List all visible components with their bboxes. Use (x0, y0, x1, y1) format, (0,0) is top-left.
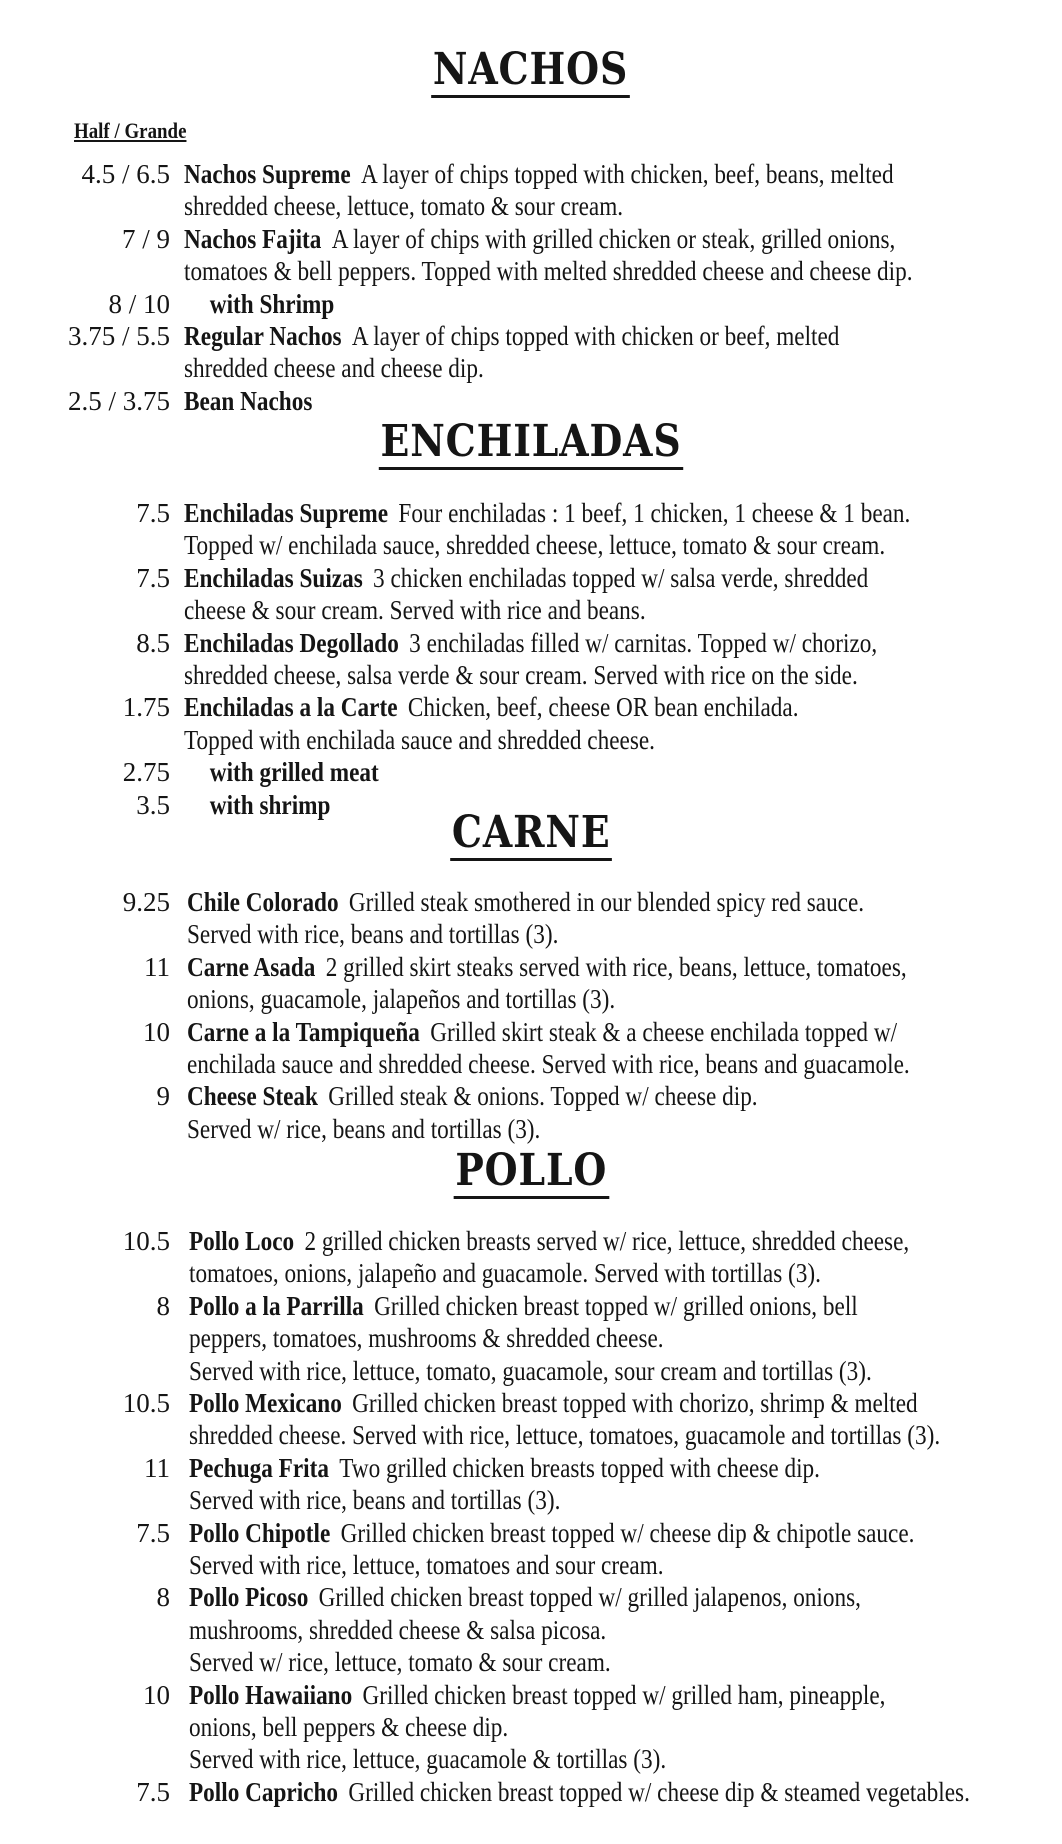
item-description: Grilled steak smothered in our blended spicy red sauce. (348, 887, 865, 917)
item-variant: with grilled meat (209, 757, 379, 788)
menu-item (0, 385, 1062, 417)
item-description-continued (0, 1614, 1062, 1646)
item-description: Four enchiladas : 1 beef, 1 chicken, 1 cheese & 1 bean. (398, 498, 911, 528)
item-price: 9.25 (122, 887, 170, 917)
item-description: 2 grilled skirt steaks served with rice, beans, lettuce, tomatoes, (325, 951, 907, 982)
item-line (187, 951, 907, 983)
item-variant: with Shrimp (209, 288, 335, 319)
item-price: 8 (156, 1582, 170, 1613)
item-name: Cheese Steak (187, 1081, 318, 1112)
item-line (189, 1679, 885, 1711)
item-line (189, 1225, 909, 1257)
item-name: Pechuga Frita (189, 1452, 329, 1483)
item-description-line: cheese & sour cream. Served with rice and beans. (184, 595, 646, 626)
item-price: 3.5 (136, 789, 170, 820)
item-price: 4.5 / 6.5 (81, 159, 170, 189)
item-description: Grilled chicken breast topped w/ grilled jalapenos, onions, (318, 1582, 861, 1613)
item-description: Grilled steak & onions. Topped w/ cheese dip. (328, 1081, 758, 1112)
item-description-line: enchilada sauce and shredded cheese. Served with rice, beans and guacamole. (187, 1049, 910, 1079)
nachos-subheading: Half / Grande (74, 118, 187, 143)
item-description: Grilled chicken breast topped w/ grilled onions, bell (374, 1290, 858, 1321)
item-description: Grilled chicken breast topped w/ grilled ham, pineapple, (362, 1679, 886, 1710)
menu-item (0, 951, 1062, 983)
item-description-continued (0, 659, 1062, 691)
item-description: Chicken, beef, cheese OR bean enchilada. (407, 692, 799, 723)
item-description: 2 grilled chicken breasts served w/ rice, lettuce, shredded cheese, (304, 1226, 910, 1256)
item-description-continued (0, 352, 1062, 384)
item-price: 11 (144, 951, 170, 982)
item-name: Pollo Loco (189, 1226, 295, 1256)
menu-item (0, 1581, 1062, 1613)
menu-item (0, 1517, 1062, 1549)
item-line (189, 1517, 914, 1549)
menu-item (0, 562, 1062, 594)
item-description-continued (0, 1257, 1062, 1289)
nachos-title-text: NACHOS (432, 45, 631, 98)
item-description: 3 enchiladas filled w/ carnitas. Topped w/ chorizo, (409, 627, 878, 658)
menu-item (0, 756, 1062, 788)
item-line (189, 1776, 970, 1808)
item-description-continued (0, 1484, 1062, 1516)
item-description-line: shredded cheese. Served with rice, lettuce, tomatoes, guacamole and tortillas (3). (189, 1420, 941, 1451)
item-price: 9 (156, 1081, 170, 1112)
item-price: 1.75 (122, 692, 170, 723)
item-description-continued (0, 255, 1062, 287)
menu-item (0, 886, 1062, 918)
menu-item (0, 320, 1062, 352)
item-name: Bean Nachos (184, 385, 313, 416)
item-variant: with shrimp (209, 789, 331, 820)
item-name: Chile Colorado (187, 887, 339, 917)
pollo-title-text: POLLO (453, 1146, 608, 1199)
item-description-continued (0, 529, 1062, 561)
menu-item (0, 158, 1062, 190)
item-description-line: shredded cheese, lettuce, tomato & sour cream. (184, 191, 624, 222)
item-line (187, 1016, 897, 1048)
item-line (184, 497, 910, 529)
item-price: 10.5 (122, 1388, 170, 1418)
item-description-continued (0, 1419, 1062, 1451)
menu-item (0, 1290, 1062, 1322)
item-name: Enchiladas a la Carte (184, 692, 398, 723)
item-line (189, 1387, 918, 1419)
menu-item (0, 223, 1062, 255)
item-description-line: Served w/ rice, lettuce, tomato & sour cream. (189, 1647, 611, 1678)
item-description-line: Topped w/ enchilada sauce, shredded cheese, lettuce, tomato & sour cream. (184, 530, 886, 561)
item-price: 7.5 (136, 1517, 170, 1548)
item-description-line: Served with rice, lettuce, guacamole & tortillas (3). (189, 1744, 667, 1775)
menu-item (0, 1679, 1062, 1711)
item-price: 2.5 / 3.75 (67, 385, 170, 416)
item-price: 7.5 (136, 1776, 170, 1807)
item-price: 11 (144, 1452, 170, 1483)
pollo-section-title (0, 1146, 1062, 1199)
item-description-continued (0, 918, 1062, 950)
item-price: 10 (143, 1679, 170, 1710)
nachos-section-title (0, 45, 1062, 98)
item-description-continued (0, 724, 1062, 756)
menu-item (0, 1016, 1062, 1048)
item-description-line: onions, bell peppers & cheese dip. (189, 1712, 509, 1742)
item-price: 3.75 / 5.5 (67, 321, 170, 351)
item-description: A layer of chips topped with chicken or beef, melted (351, 321, 840, 351)
item-line (187, 1080, 758, 1112)
item-line (184, 385, 312, 417)
item-name: Enchiladas Degollado (184, 627, 399, 658)
item-description-continued (0, 1048, 1062, 1080)
item-line (184, 756, 379, 788)
item-description: Two grilled chicken breasts topped with cheese dip. (339, 1452, 820, 1483)
item-description-continued (0, 1322, 1062, 1354)
item-name: Regular Nachos (184, 321, 342, 351)
item-description-line: Served w/ rice, beans and tortillas (3). (187, 1113, 541, 1144)
menu-item (0, 1080, 1062, 1112)
item-description-line: Served with rice, lettuce, tomatoes and sour cream. (189, 1550, 664, 1580)
item-name: Nachos Supreme (184, 159, 351, 189)
item-description-continued (0, 594, 1062, 626)
item-description-line: mushrooms, shredded cheese & salsa picosa. (189, 1614, 607, 1645)
item-price: 7.5 (136, 562, 170, 593)
menu-item (0, 1225, 1062, 1257)
item-description-line: peppers, tomatoes, mushrooms & shredded cheese. (189, 1323, 664, 1354)
item-description-continued (0, 1711, 1062, 1743)
item-name: Carne a la Tampiqueña (187, 1016, 420, 1047)
item-description: Grilled skirt steak & a cheese enchilada topped w/ (430, 1016, 898, 1047)
item-price: 8 / 10 (108, 288, 170, 319)
menu-item (0, 1776, 1062, 1808)
item-description-line: onions, guacamole, jalapeños and tortillas (3). (187, 984, 616, 1015)
enchiladas-title-text: ENCHILADAS (379, 417, 684, 470)
item-name: Pollo a la Parrilla (189, 1290, 364, 1321)
item-description-line: Topped with enchilada sauce and shredded cheese. (184, 724, 655, 755)
item-line (184, 223, 895, 255)
item-line (184, 288, 334, 320)
item-description: A layer of chips with grilled chicken or steak, grilled onions, (331, 223, 896, 254)
item-description: Grilled chicken breast topped with chorizo, shrimp & melted (352, 1388, 918, 1418)
item-name: Pollo Hawaiiano (189, 1679, 353, 1710)
item-description-line: tomatoes, onions, jalapeño and guacamole. Served with tortillas (3). (189, 1258, 821, 1289)
item-line (184, 627, 877, 659)
item-line (184, 320, 839, 352)
item-name: Carne Asada (187, 951, 316, 982)
item-line (184, 562, 868, 594)
item-line (184, 691, 799, 723)
item-line (189, 1452, 820, 1484)
menu-item (0, 288, 1062, 320)
carne-title-text: CARNE (450, 808, 612, 861)
item-line (189, 1290, 858, 1322)
enchiladas-section-title (0, 417, 1062, 470)
item-name: Nachos Fajita (184, 223, 322, 254)
menu-item (0, 691, 1062, 723)
item-description-line: Served with rice, beans and tortillas (3). (187, 919, 559, 950)
carne-section-title (0, 808, 1062, 861)
item-description-continued (0, 1743, 1062, 1775)
item-name: Pollo Chipotle (189, 1517, 331, 1548)
item-description-continued (0, 983, 1062, 1015)
item-description-continued (0, 1355, 1062, 1387)
item-description: Grilled chicken breast topped w/ cheese dip & chipotle sauce. (340, 1517, 915, 1548)
menu-item (0, 1452, 1062, 1484)
item-name: Pollo Mexicano (189, 1388, 342, 1418)
item-price: 10 (143, 1016, 170, 1047)
item-price: 10.5 (122, 1226, 170, 1256)
item-name: Pollo Picoso (189, 1582, 309, 1613)
item-price: 7 / 9 (121, 223, 170, 254)
item-description-continued (0, 190, 1062, 222)
menu-item (0, 627, 1062, 659)
menu-item (0, 1387, 1062, 1419)
item-description-line: tomatoes & bell peppers. Topped with melted shredded cheese and cheese dip. (184, 256, 913, 287)
item-description-line: Served with rice, lettuce, tomato, guacamole, sour cream and tortillas (3). (189, 1355, 872, 1386)
item-price: 8 (156, 1290, 170, 1321)
item-description-line: Served with rice, beans and tortillas (3). (189, 1485, 561, 1516)
item-name: Enchiladas Supreme (184, 498, 389, 528)
item-line (189, 1581, 861, 1613)
item-price: 8.5 (136, 627, 170, 658)
item-name: Pollo Capricho (189, 1776, 338, 1807)
item-price: 2.75 (122, 757, 170, 788)
item-description-continued (0, 1113, 1062, 1145)
item-name: Enchiladas Suizas (184, 562, 363, 593)
item-description-line: shredded cheese, salsa verde & sour cream. Served with rice on the side. (184, 660, 858, 690)
item-description-line: shredded cheese and cheese dip. (184, 353, 484, 384)
item-line (187, 886, 864, 918)
item-description: 3 chicken enchiladas topped w/ salsa verde, shredded (373, 562, 869, 593)
item-description-continued (0, 1646, 1062, 1678)
item-description-continued (0, 1549, 1062, 1581)
menu-item (0, 497, 1062, 529)
item-description: Grilled chicken breast topped w/ cheese dip & steamed vegetables. (348, 1776, 970, 1807)
item-price: 7.5 (136, 498, 170, 528)
item-line (184, 158, 894, 190)
item-description: A layer of chips topped with chicken, beef, beans, melted (360, 159, 894, 189)
